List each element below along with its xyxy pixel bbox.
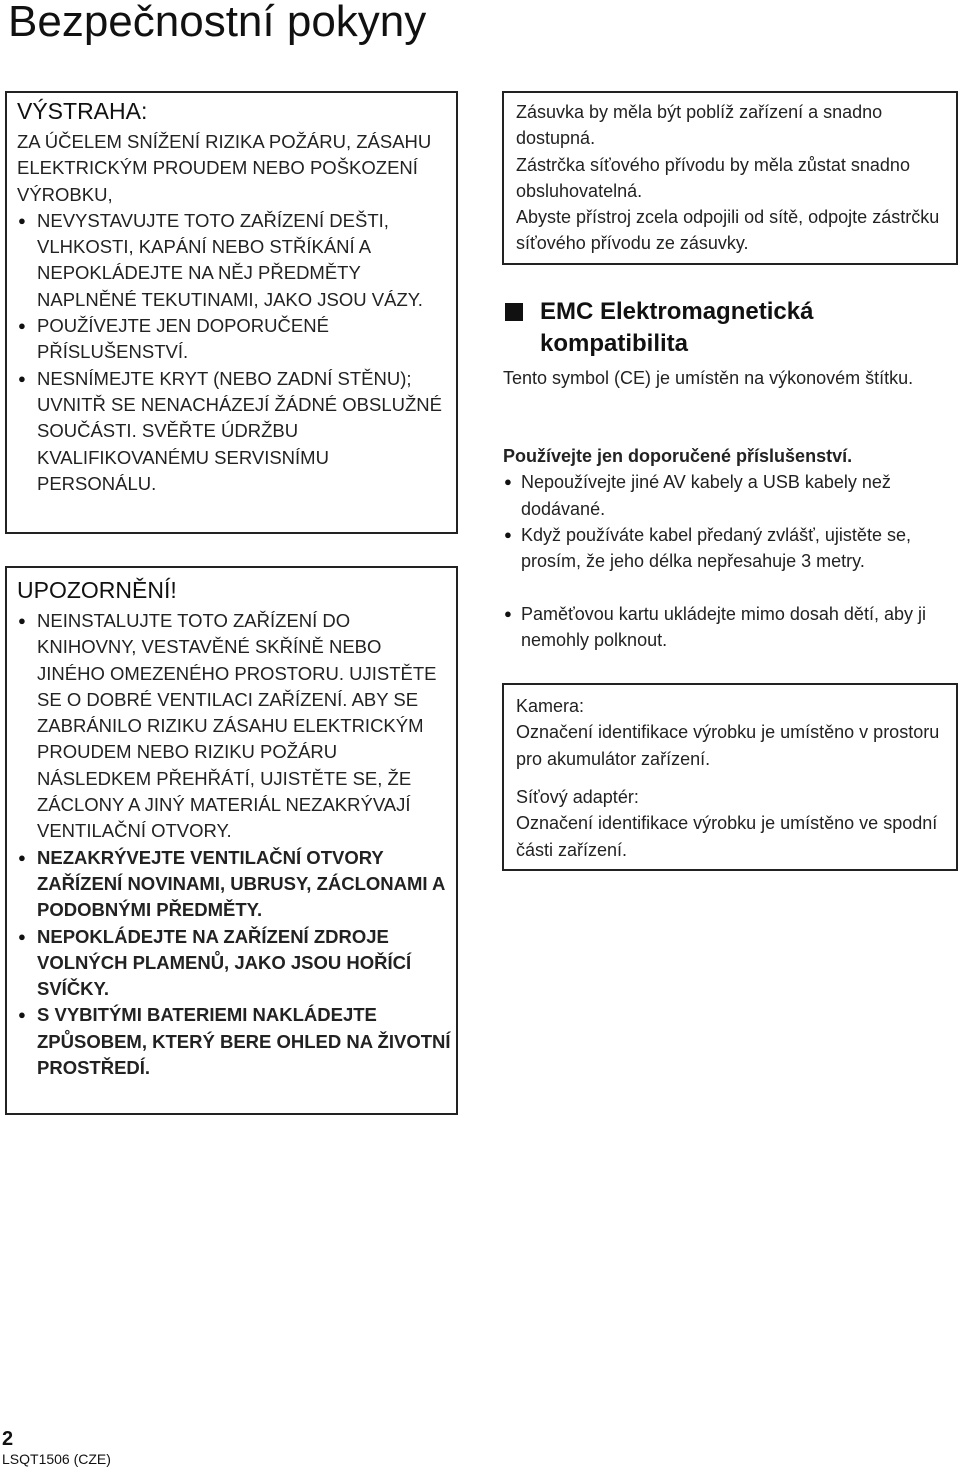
- accessories-list: [503, 469, 958, 574]
- section-square-icon: [505, 303, 523, 321]
- warning-item: ● NEVYSTAVUJTE TOTO ZAŘÍZENÍ DEŠTI, VLHKOSTI, KAPÁNÍ NEBO STŘÍKÁNÍ A NEPOKLÁDEJTE NA NĚJ PŘEDMĚTY NAPLNĚNÉ TEKUTINAMI, JAKO JSOU VÁZY.: [17, 208, 452, 313]
- warning-item: ● POUŽÍVEJTE JEN DOPORUČENÉ PŘÍSLUŠENSTVÍ.: [17, 313, 452, 366]
- accessories-item: ● Když používáte kabel předaný zvlášť, ujistěte se, prosím, že jeho délka nepřesahuje 3 metry.: [503, 522, 958, 575]
- emc-section-title: EMC Elektromagnetická kompatibilita: [540, 298, 814, 357]
- warning-item: ● NESNÍMEJTE KRYT (NEBO ZADNÍ STĚNU); UVNITŘ SE NENACHÁZEJÍ ŽÁDNÉ OBSLUŽNÉ SOUČÁSTI. SVĚŘTE ÚDRŽBU KVALIFIKOVANÉMU SERVISNÍMU PERSONÁLU.: [17, 366, 452, 497]
- warning-box: [5, 91, 458, 534]
- card-note-list: [503, 601, 958, 654]
- warning-body: [17, 129, 452, 497]
- adapter-block: [516, 784, 950, 863]
- accessories-item: ● Nepoužívejte jiné AV kabely a USB kabely než dodávané.: [503, 469, 958, 522]
- page-title: Bezpečnostní pokyny: [8, 0, 427, 46]
- outlet-paragraph: Zásuvka by měla být poblíž zařízení a snadno dostupná.: [516, 102, 883, 149]
- identification-box: [502, 683, 958, 871]
- page-number: 2: [2, 1428, 14, 1450]
- warning-heading: VÝSTRAHA:: [17, 98, 148, 124]
- camera-block: [516, 693, 950, 772]
- accessories-section: [503, 443, 958, 574]
- outlet-body: [516, 99, 950, 257]
- emc-text: Tento symbol (CE) je umístěn na výkonovém štítku.: [503, 368, 914, 388]
- card-note-section: [503, 601, 958, 654]
- caution-box: [5, 566, 458, 1115]
- outlet-box: [502, 91, 958, 265]
- caution-item: ● NEZAKRÝVEJTE VENTILAČNÍ OTVORY ZAŘÍZENÍ NOVINAMI, UBRUSY, ZÁCLONAMI A PODOBNÝMI PŘEDMĚTY.: [17, 845, 452, 924]
- caution-item: ● NEPOKLÁDEJTE NA ZAŘÍZENÍ ZDROJE VOLNÝCH PLAMENŮ, JAKO JSOU HOŘÍCÍ SVÍČKY.: [17, 924, 452, 1003]
- adapter-label: Síťový adaptér:: [516, 787, 639, 807]
- caution-heading: UPOZORNĚNÍ!: [17, 577, 177, 603]
- camera-label: Kamera:: [516, 696, 585, 716]
- caution-body: [17, 608, 452, 1081]
- warning-list: [17, 208, 452, 497]
- caution-item: ● NEINSTALUJTE TOTO ZAŘÍZENÍ DO KNIHOVNY, VESTAVĚNÉ SKŘÍNĚ NEBO JINÉHO OMEZENÉHO PROSTORU. UJISTĚTE SE O DOBRÉ VENTILACI ZAŘÍZENÍ. ABY SE ZABRÁNILO RIZIKU ZÁSAHU ELEKTRICKÝM PROUDEM NEBO RIZIKU POŽÁRU NÁSLEDKEM PŘEHŘÁTÍ, UJISTĚTE SE, ŽE ZÁCLONY A JINÝ MATERIÁL NEZAKRÝVAJÍ VENTILAČNÍ OTVORY.: [17, 608, 452, 845]
- document-code: LSQT1506 (CZE): [2, 1451, 111, 1467]
- card-note: ● Paměťovou kartu ukládejte mimo dosah dětí, aby ji nemohly polknout.: [503, 601, 958, 654]
- caution-item: ● S VYBITÝMI BATERIEMI NAKLÁDEJTE ZPŮSOBEM, KTERÝ BERE OHLED NA ŽIVOTNÍ PROSTŘEDÍ.: [17, 1002, 452, 1081]
- accessories-heading: Používejte jen doporučené příslušenství.: [503, 446, 853, 466]
- outlet-paragraph: Zástrčka síťového přívodu by měla zůstat snadno obsluhovatelná.: [516, 154, 910, 201]
- caution-list: [17, 608, 452, 1081]
- camera-text: Označení identifikace výrobku je umístěno v prostoru pro akumulátor zařízení.: [516, 722, 940, 769]
- outlet-paragraph: Abyste přístroj zcela odpojili od sítě, odpojte zástrčku síťového přívodu ze zásuvky.: [516, 207, 940, 254]
- adapter-text: Označení identifikace výrobku je umístěno ve spodní části zařízení.: [516, 813, 938, 860]
- warning-intro: ZA ÚČELEM SNÍŽENÍ RIZIKA POŽÁRU, ZÁSAHU ELEKTRICKÝM PROUDEM NEBO POŠKOZENÍ VÝROBKU,: [17, 131, 432, 205]
